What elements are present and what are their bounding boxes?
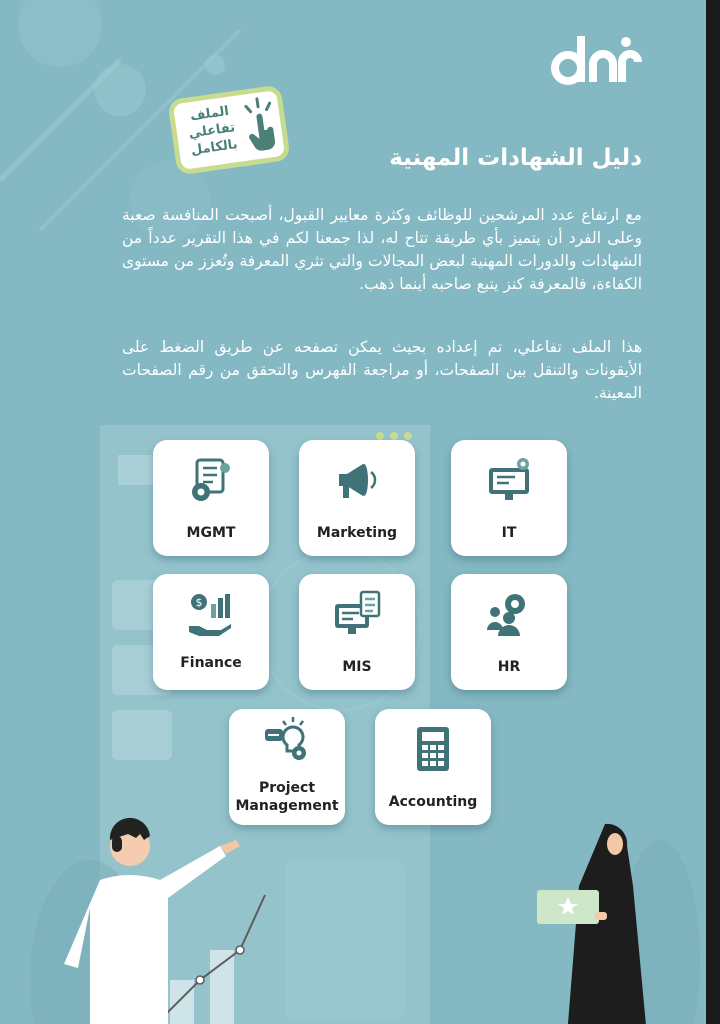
checklist-gear-icon (187, 456, 235, 504)
page-title: دليل الشهادات المهنية (389, 145, 642, 171)
badge-line: تفاعلي (187, 120, 237, 142)
svg-text:$: $ (195, 596, 203, 609)
category-label: MIS (342, 659, 372, 675)
page-edge (706, 0, 720, 1024)
badge-line: الملف (189, 103, 230, 125)
monitor-gear-icon (485, 456, 533, 504)
category-label: Finance (180, 655, 242, 671)
intro-paragraph: مع ارتفاع عدد المرشحين للوظائف وكثرة معايير القبول، أصبحت المنافسة صعبة وعلى الفرد أن يتميز بأي طريقة تتاح له، لذا جمعنا لكم في هذا التقرير عدداً من الشهادات والدورات المهنية لبعض المجالات والتي تثري المعرفة وتُعزز من مستوى الكفاءة، فالمعرفة كنز يتبع صاحبه أينما ذهب. (122, 206, 642, 293)
people-gear-icon (485, 590, 533, 638)
category-label-line2: Management (235, 798, 339, 814)
category-label: IT (501, 525, 517, 541)
category-label: HR (497, 659, 521, 675)
dhr-logo (548, 28, 648, 92)
category-label: MGMT (186, 525, 236, 541)
interactive-note-paragraph: هذا الملف تفاعلي، تم إعداده بحيث يمكن تصفحه عن طريق الضغط على الأيقونات والتنقل بين الصفحات، أو مراجعة الفهرس والتحقق من رقم الصفحات المعينة. (122, 338, 642, 402)
category-label: Accounting (388, 794, 478, 810)
category-card-mgmt[interactable] (153, 440, 269, 556)
man-illustration (60, 810, 360, 1024)
category-card-finance[interactable] (153, 574, 269, 690)
category-card-accounting[interactable] (375, 709, 491, 825)
bulb-gear-icon (263, 715, 311, 763)
category-card-marketing[interactable] (299, 440, 415, 556)
category-card-project-management[interactable] (229, 709, 345, 825)
category-card-it[interactable] (451, 440, 567, 556)
category-card-hr[interactable] (451, 574, 567, 690)
megaphone-icon (333, 456, 381, 504)
woman-illustration (535, 814, 665, 1024)
badge-line: بالكامل (190, 137, 239, 159)
category-label: Marketing (316, 525, 398, 541)
monitor-checklist-icon (333, 590, 381, 638)
calculator-icon (409, 725, 457, 773)
category-card-mis[interactable] (299, 574, 415, 690)
hand-money-chart-icon (187, 590, 235, 638)
category-label-line1: Project (258, 780, 316, 796)
